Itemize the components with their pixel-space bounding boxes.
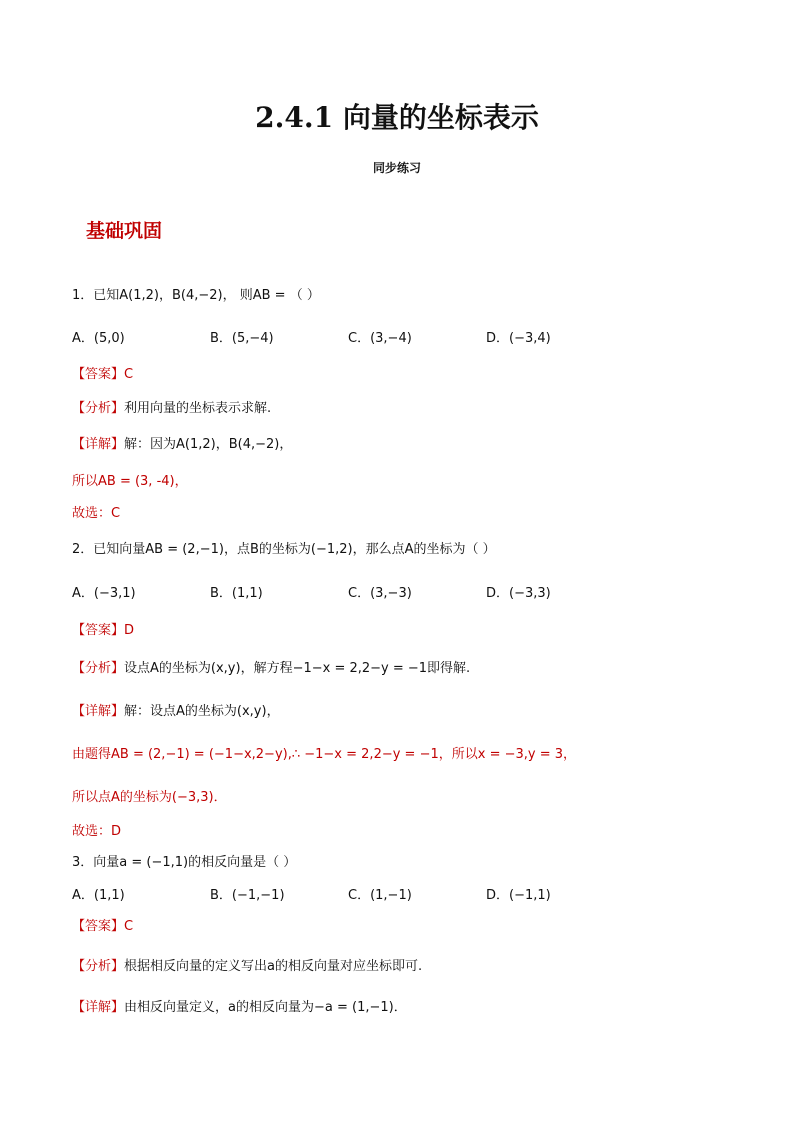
q1-analysis [72, 397, 271, 416]
detail-tag: 【详解】 [72, 437, 125, 452]
analysis-text: 设点A的坐标为(x,y)，解方程−1−x = 2,2−y = −1即得解. [124, 661, 471, 676]
q3-option-a: A．(1,1) [72, 888, 125, 903]
answer-tag: 【答案】 [72, 367, 125, 382]
q1-choose: 故选：C [72, 506, 121, 521]
question-1-stem: 1．已知A(1,2)，B(4,−2)， 则AB = （ ） [72, 288, 320, 303]
q2-option-d: D．(−3,3) [486, 586, 551, 601]
q1-detail [72, 433, 292, 452]
analysis-text: 利用向量的坐标表示求解. [124, 401, 272, 416]
q2-line3: 所以点A的坐标为(−3,3)． [72, 790, 227, 805]
q2-option-a: A．(−3,1) [72, 586, 136, 601]
q1-option-c: C．(3,−4) [348, 331, 412, 346]
answer-value: C [124, 919, 134, 934]
detail-text: 解：设点A的坐标为(x,y)， [124, 704, 280, 719]
q2-detail [72, 700, 280, 719]
q2-option-b: B．(1,1) [210, 586, 263, 601]
q2-option-c: C．(3,−3) [348, 586, 412, 601]
q1-option-d: D．(−3,4) [486, 331, 551, 346]
analysis-tag: 【分析】 [72, 661, 125, 676]
q2-analysis [72, 657, 470, 676]
q3-option-b: B．(−1,−1) [210, 888, 285, 903]
answer-tag: 【答案】 [72, 623, 125, 638]
q3-answer [72, 915, 133, 934]
analysis-text: 根据相反向量的定义写出a的相反向量对应坐标即可. [124, 959, 423, 974]
detail-text: 由相反向量定义，a的相反向量为−a = (1,−1)． [124, 1000, 407, 1015]
question-2-stem: 2．已知向量AB = (2,−1)，点B的坐标为(−1,2)，那么点A的坐标为（ ） [72, 542, 496, 557]
analysis-tag: 【分析】 [72, 959, 125, 974]
q1-answer [72, 363, 133, 382]
detail-tag: 【详解】 [72, 704, 125, 719]
q1-option-a: A．(5,0) [72, 331, 125, 346]
section-heading: 基础巩固 [86, 220, 163, 242]
answer-tag: 【答案】 [72, 919, 125, 934]
q3-analysis [72, 955, 422, 974]
q3-detail [72, 996, 407, 1015]
q2-line2: 由题得AB = (2,−1) = (−1−x,2−y),∴ −1−x = 2,2−y = −1，所以x = −3,y = 3， [72, 747, 577, 762]
q3-option-c: C．(1,−1) [348, 888, 412, 903]
answer-value: C [124, 367, 134, 382]
page-subtitle: 同步练习 [372, 161, 421, 175]
detail-text: 解：因为A(1,2)，B(4,−2)， [124, 437, 293, 452]
q1-option-b: B．(5,−4) [210, 331, 274, 346]
answer-value: D [124, 623, 135, 638]
q2-choose: 故选：D [72, 824, 122, 839]
analysis-tag: 【分析】 [72, 401, 125, 416]
question-3-stem: 3．向量a = (−1,1)的相反向量是（ ） [72, 855, 297, 870]
detail-tag: 【详解】 [72, 1000, 125, 1015]
q1-line2: 所以AB = (3, -4)， [72, 474, 188, 489]
q2-answer [72, 619, 134, 638]
q3-option-d: D．(−1,1) [486, 888, 551, 903]
page-title: 2.4.1 向量的坐标表示 [255, 101, 539, 134]
